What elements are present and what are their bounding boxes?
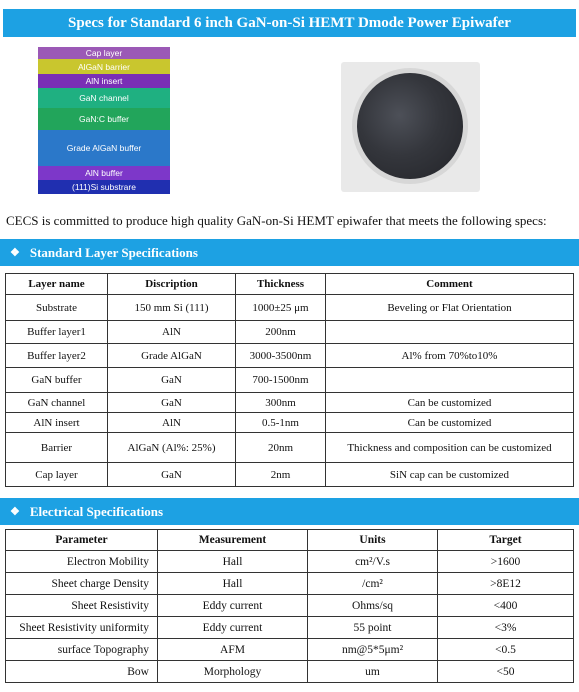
- table-cell: <0.5: [438, 639, 574, 661]
- layer-spec-table: [5, 273, 574, 487]
- table-cell: 2nm: [236, 463, 326, 487]
- column-header: Thickness: [236, 274, 326, 295]
- stack-layer-gan-channel: [38, 88, 170, 108]
- stack-layer-algan-barrier: [38, 59, 170, 74]
- table-cell: AlGaN (Al%: 25%): [108, 433, 236, 463]
- table-cell: Barrier: [6, 433, 108, 463]
- table-cell: >8E12: [438, 573, 574, 595]
- table-cell: 1000±25 μm: [236, 295, 326, 321]
- table-row: [6, 393, 574, 413]
- table-row: [6, 295, 574, 321]
- table-cell: Eddy current: [158, 595, 308, 617]
- stack-layer-label: GaN channel: [79, 93, 129, 103]
- stack-layer-label: AlN buffer: [85, 168, 123, 178]
- table-cell: Grade AlGaN: [108, 344, 236, 368]
- table-cell: AlN: [108, 413, 236, 433]
- electrical-spec-table: [5, 529, 574, 683]
- table-cell: Sheet Resistivity: [6, 595, 158, 617]
- table-cell: Cap layer: [6, 463, 108, 487]
- page-title: Specs for Standard 6 inch GaN-on-Si HEMT Dmode Power Epiwafer: [3, 9, 576, 37]
- table-row: [6, 433, 574, 463]
- table-cell: Hall: [158, 551, 308, 573]
- table-row: [6, 321, 574, 344]
- table-cell: /cm²: [308, 573, 438, 595]
- table-cell: 200nm: [236, 321, 326, 344]
- table-cell: Sheet Resistivity uniformity: [6, 617, 158, 639]
- stack-layer-aln-buffer: [38, 166, 170, 180]
- table-cell: cm²/V.s: [308, 551, 438, 573]
- table-cell: Buffer layer1: [6, 321, 108, 344]
- table-cell: 3000-3500nm: [236, 344, 326, 368]
- section-title: Standard Layer Specifications: [29, 244, 198, 260]
- stack-layer-label: GaN:C buffer: [79, 114, 129, 124]
- table-cell: Thickness and composition can be customized: [326, 433, 574, 463]
- table-cell: 300nm: [236, 393, 326, 413]
- table-cell: Sheet charge Density: [6, 573, 158, 595]
- column-header: Comment: [326, 274, 574, 295]
- table-cell: Eddy current: [158, 617, 308, 639]
- layer-spec-header: [0, 239, 579, 266]
- table-cell: Bow: [6, 661, 158, 683]
- table-cell: Al% from 70%to10%: [326, 344, 574, 368]
- table-row: [6, 617, 574, 639]
- table-cell: GaN buffer: [6, 368, 108, 393]
- table-cell: Can be customized: [326, 393, 574, 413]
- stack-layer-ganc-buffer: [38, 108, 170, 130]
- table-cell: <50: [438, 661, 574, 683]
- column-header: Layer name: [6, 274, 108, 295]
- table-row: [6, 639, 574, 661]
- table-cell: GaN: [108, 393, 236, 413]
- table-cell: [326, 321, 574, 344]
- table-cell: GaN: [108, 463, 236, 487]
- table-cell: Beveling or Flat Orientation: [326, 295, 574, 321]
- layer-stack-diagram: [38, 47, 170, 194]
- stack-layer-aln-insert: [38, 74, 170, 88]
- stack-layer-label: Cap layer: [85, 48, 123, 58]
- table-cell: 20nm: [236, 433, 326, 463]
- table-row: [6, 463, 574, 487]
- table-cell: Can be customized: [326, 413, 574, 433]
- table-cell: Hall: [158, 573, 308, 595]
- table-cell: Substrate: [6, 295, 108, 321]
- table-cell: <3%: [438, 617, 574, 639]
- table-cell: >1600: [438, 551, 574, 573]
- table-cell: Morphology: [158, 661, 308, 683]
- table-cell: 700-1500nm: [236, 368, 326, 393]
- intro-text: CECS is committed to produce high quality GaN-on-Si HEMT epiwafer that meets the following specs:: [6, 213, 547, 228]
- stack-layer-label: (111)Si substrare: [72, 182, 136, 192]
- table-cell: 55 point: [308, 617, 438, 639]
- section-title: Electrical Specifications: [29, 503, 164, 519]
- table-row: [6, 661, 574, 683]
- wafer-ring: [352, 68, 468, 184]
- table-row: [6, 368, 574, 393]
- stack-layer-si-substrate: [38, 180, 170, 194]
- table-cell: Electron Mobility: [6, 551, 158, 573]
- table-row: [6, 595, 574, 617]
- table-cell: <400: [438, 595, 574, 617]
- column-header: Target: [438, 530, 574, 551]
- table-cell: GaN channel: [6, 393, 108, 413]
- stack-layer-cap: [38, 47, 170, 59]
- table-cell: AlN insert: [6, 413, 108, 433]
- stack-layer-grade-algan: [38, 130, 170, 166]
- table-cell: Ohms/sq: [308, 595, 438, 617]
- table-row: [6, 413, 574, 433]
- column-header: Measurement: [158, 530, 308, 551]
- column-header: Parameter: [6, 530, 158, 551]
- table-cell: 150 mm Si (111): [108, 295, 236, 321]
- wafer-photo: [341, 62, 480, 192]
- column-header: Units: [308, 530, 438, 551]
- stack-layer-label: AlN insert: [85, 76, 123, 86]
- table-cell: AFM: [158, 639, 308, 661]
- electrical-spec-header: [0, 498, 579, 525]
- table-row: [6, 551, 574, 573]
- wafer-disc: [357, 73, 463, 179]
- table-cell: GaN: [108, 368, 236, 393]
- table-cell: 0.5-1nm: [236, 413, 326, 433]
- diamond-bullet-icon: ❖: [10, 247, 20, 259]
- table-cell: AlN: [108, 321, 236, 344]
- table-header-row: [6, 530, 574, 551]
- diamond-bullet-icon: ❖: [10, 506, 20, 518]
- table-cell: surface Topography: [6, 639, 158, 661]
- stack-layer-label: Grade AlGaN buffer: [66, 143, 142, 153]
- table-cell: um: [308, 661, 438, 683]
- table-row: [6, 573, 574, 595]
- column-header: Discription: [108, 274, 236, 295]
- table-header-row: [6, 274, 574, 295]
- table-cell: [326, 368, 574, 393]
- table-cell: SiN cap can be customized: [326, 463, 574, 487]
- table-cell: nm@5*5μm²: [308, 639, 438, 661]
- table-row: [6, 344, 574, 368]
- stack-layer-label: AlGaN barrier: [78, 61, 130, 72]
- table-cell: Buffer layer2: [6, 344, 108, 368]
